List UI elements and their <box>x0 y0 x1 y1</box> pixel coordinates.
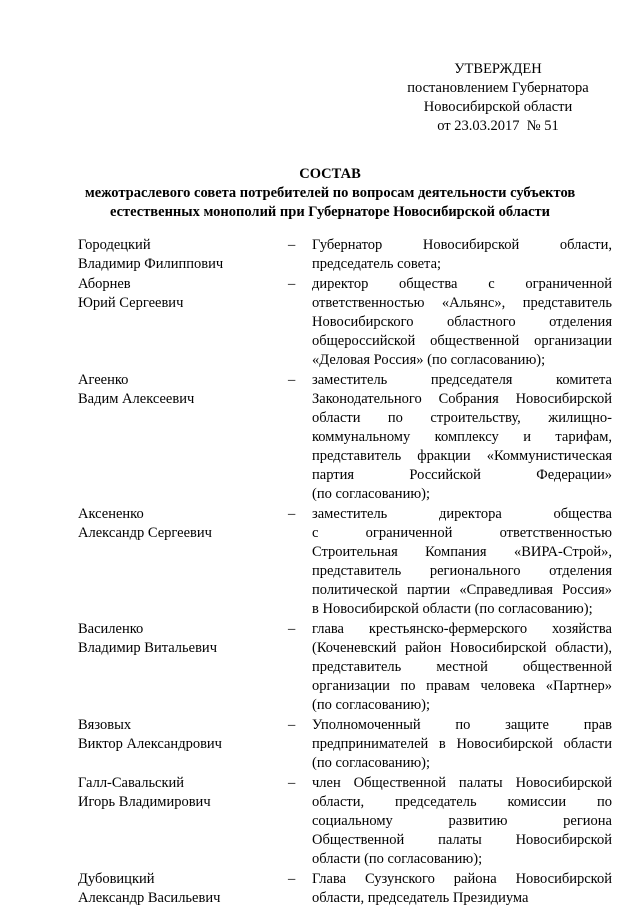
member-role-line: «Деловая Россия» (по согласованию); <box>312 352 546 368</box>
member-role-line: (по согласованию); <box>312 486 431 502</box>
member-surname: Василенко <box>78 621 144 637</box>
member-role <box>312 870 612 908</box>
member-surname: Аборнев <box>78 276 131 292</box>
member-name <box>78 236 288 274</box>
member-row <box>78 236 612 274</box>
member-role-line: в Новосибирской области (по согласованию); <box>312 601 593 617</box>
member-given-names: Вадим Алексеевич <box>78 391 195 407</box>
approval-region: Новосибирской области <box>423 99 573 115</box>
member-role-line: Губернатор Новосибирской области, <box>312 237 612 253</box>
member-dash: – <box>288 276 296 292</box>
member-role <box>312 275 612 370</box>
member-surname: Городецкий <box>78 237 151 253</box>
member-surname: Агеенко <box>78 372 129 388</box>
member-role-line: заместитель директора общества <box>312 506 612 522</box>
member-role-line: Глава Сузунского района Новосибирской <box>312 871 612 887</box>
member-given-names: Юрий Сергеевич <box>78 295 184 311</box>
member-role-line: социальному развитию региона <box>312 813 612 829</box>
member-name <box>78 716 288 773</box>
member-row <box>78 620 612 715</box>
document-subtitle-line-1: межотраслевого совета потребителей по вопросам деятельности субъектов <box>84 185 576 201</box>
member-row <box>78 275 612 370</box>
member-role-line: Законодательного Собрания Новосибирской <box>312 391 612 407</box>
member-given-names: Игорь Владимирович <box>78 794 211 810</box>
member-role-line: организации по правам человека «Партнер» <box>312 678 612 694</box>
member-role <box>312 716 612 773</box>
document-subtitle-line-2: естественных монополий при Губернаторе Новосибирской области <box>109 204 551 220</box>
member-role-line: коммунальному комплексу и тарифам, <box>312 429 612 445</box>
member-row <box>78 371 612 504</box>
member-dash: – <box>288 775 296 791</box>
member-role <box>312 620 612 715</box>
document-title: СОСТАВ <box>299 166 361 182</box>
member-role-line: глава крестьянско-фермерского хозяйства <box>312 621 612 637</box>
member-role-line: области, председатель комиссии по <box>312 794 612 810</box>
member-name <box>78 371 288 504</box>
member-row <box>78 870 612 908</box>
member-name <box>78 870 288 908</box>
member-role-line: Строительная Компания «ВИРА-Строй», <box>312 544 612 560</box>
member-dash: – <box>288 372 296 388</box>
member-row <box>78 716 612 773</box>
member-role <box>312 505 612 619</box>
member-given-names: Виктор Александрович <box>78 736 222 752</box>
member-surname: Галл-Савальский <box>78 775 185 791</box>
member-given-names: Александр Сергеевич <box>78 525 212 541</box>
member-role-line: партия Российской Федерации» <box>312 467 612 483</box>
member-role-line: председатель совета; <box>312 256 442 272</box>
member-role-line: области по строительству, жилищно- <box>312 410 612 426</box>
members-list <box>78 236 612 909</box>
member-role-line: директор общества с ограниченной <box>312 276 612 292</box>
member-dash: – <box>288 621 296 637</box>
member-role-line: член Общественной палаты Новосибирской <box>312 775 612 791</box>
member-role-line: заместитель председателя комитета <box>312 372 612 388</box>
member-role-line: Новосибирского областного отделения <box>312 314 612 330</box>
member-role-line: (по согласованию); <box>312 755 431 771</box>
approval-title: УТВЕРЖДЕН <box>454 61 542 77</box>
approval-act: постановлением Губернатора <box>407 80 589 96</box>
approval-date: от 23.03.2017 № 51 <box>437 118 559 134</box>
member-dash: – <box>288 506 296 522</box>
member-role <box>312 236 612 274</box>
member-role-line: общероссийской общественной организации <box>312 333 612 349</box>
document-heading <box>60 165 600 222</box>
member-surname: Дубовицкий <box>78 871 155 887</box>
member-dash: – <box>288 717 296 733</box>
member-role <box>312 371 612 504</box>
member-role-line: области (по согласованию); <box>312 851 483 867</box>
member-surname: Аксененко <box>78 506 144 522</box>
member-name <box>78 774 288 869</box>
member-role-line: ответственностью «Альянс», представитель <box>312 295 612 311</box>
member-role <box>312 774 612 869</box>
member-given-names: Владимир Филиппович <box>78 256 224 272</box>
member-role-line: предпринимателей в Новосибирской области <box>312 736 612 752</box>
member-given-names: Александр Васильевич <box>78 890 221 906</box>
member-dash: – <box>288 871 296 887</box>
member-role-line: представитель регионального отделения <box>312 563 612 579</box>
member-dash: – <box>288 237 296 253</box>
member-name <box>78 275 288 370</box>
member-role-line: Уполномоченный по защите прав <box>312 717 612 733</box>
member-name <box>78 505 288 619</box>
member-row <box>78 505 612 619</box>
member-role-line: (Коченевский район Новосибирской области), <box>312 640 612 656</box>
member-given-names: Владимир Витальевич <box>78 640 217 656</box>
member-role-line: политической партии «Справедливая Россия» <box>312 582 612 598</box>
member-role-line: с ограниченной ответственностью <box>312 525 612 541</box>
member-role-line: области, председатель Президиума <box>312 890 529 906</box>
member-role-line: Общественной палаты Новосибирской <box>312 832 612 848</box>
member-role-line: представитель местной общественной <box>312 659 612 675</box>
member-role-line: (по согласованию); <box>312 697 431 713</box>
member-name <box>78 620 288 715</box>
member-row <box>78 774 612 869</box>
member-role-line: представитель фракции «Коммунистическая <box>312 448 612 464</box>
member-surname: Вязовых <box>78 717 132 733</box>
approval-stamp <box>398 60 598 136</box>
